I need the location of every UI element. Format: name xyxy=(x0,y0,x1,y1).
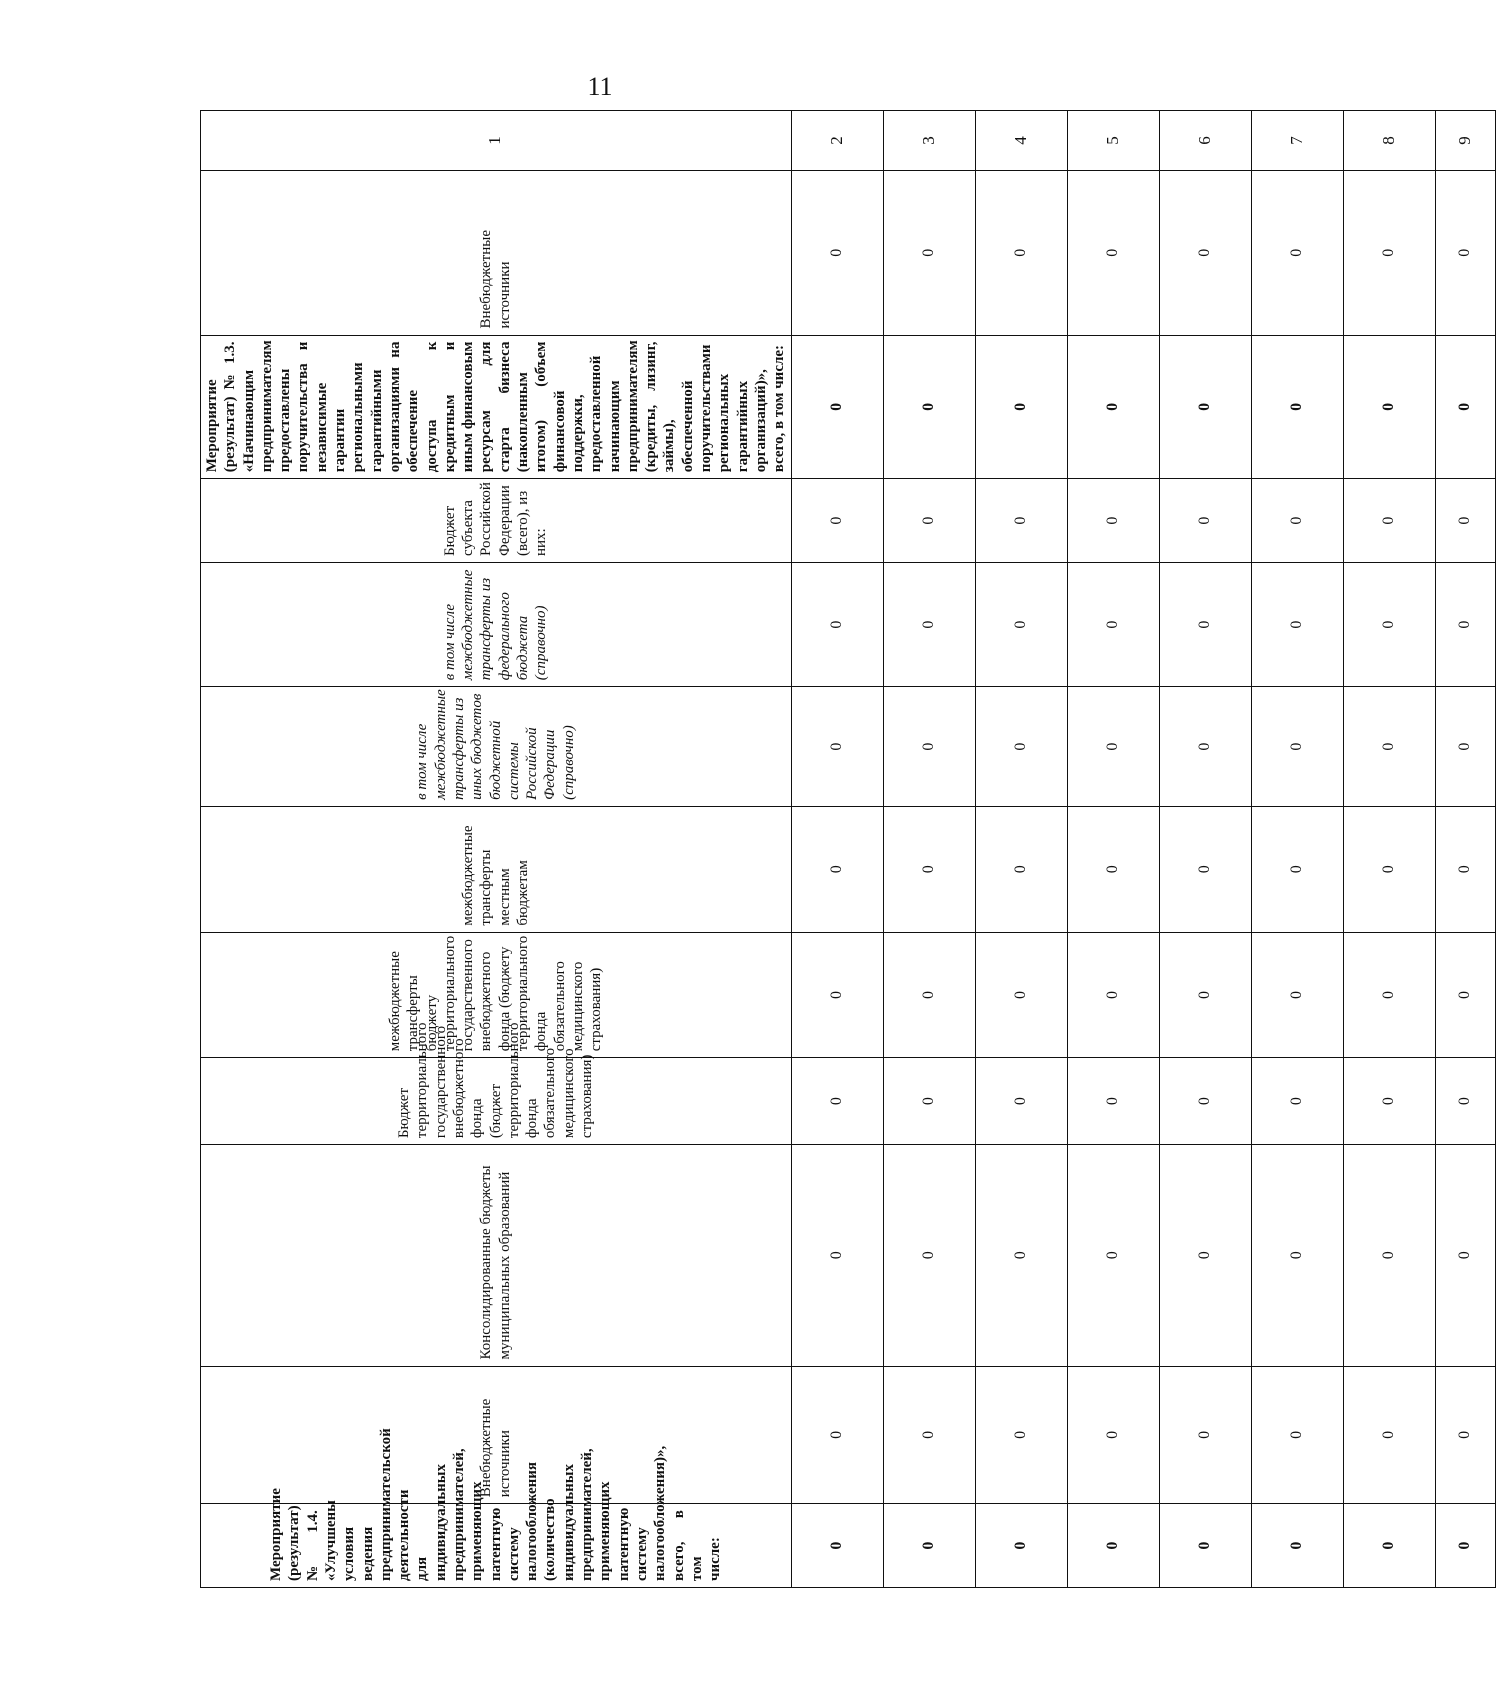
cell-value: 0 xyxy=(1067,1058,1159,1145)
cell-value: 0 xyxy=(975,563,1067,687)
cell-value: 0 xyxy=(1343,687,1435,807)
row-label: межбюджетные трансферты бюджету территориального государственного внебюджетного фонда (бюджету территориального фонда обязательного медицинского страхования) xyxy=(201,932,792,1058)
table-column-4 xyxy=(975,111,1067,1588)
row-label: в том числе межбюджетные трансферты из федерального бюджета (справочно) xyxy=(201,563,792,687)
cell-value: 0 xyxy=(975,932,1067,1058)
cell-value: 0 xyxy=(791,1366,883,1504)
cell-value: 0 xyxy=(1067,932,1159,1058)
cell-value: 0 xyxy=(1067,1504,1159,1588)
cell-value: 0 xyxy=(975,170,1067,335)
cell-value: 0 xyxy=(1435,335,1495,479)
table-column-1 xyxy=(201,111,792,1588)
column-header: 7 xyxy=(1251,111,1343,171)
column-header: 8 xyxy=(1343,111,1435,171)
cell-value: 0 xyxy=(1067,479,1159,563)
cell-value: 0 xyxy=(975,1504,1067,1588)
cell-value: 0 xyxy=(975,1145,1067,1366)
table-column-6 xyxy=(1159,111,1251,1588)
cell-value: 0 xyxy=(1343,479,1435,563)
row-label: Бюджет субъекта Российской Федерации (всего), из них: xyxy=(201,479,792,563)
cell-value: 0 xyxy=(1435,1366,1495,1504)
row-label: в том числе межбюджетные трансферты из иных бюджетов бюджетной системы Российской Федерации (справочно) xyxy=(201,687,792,807)
table-column-7 xyxy=(1251,111,1343,1588)
cell-value: 0 xyxy=(883,932,975,1058)
cell-value: 0 xyxy=(1159,806,1251,932)
cell-value: 0 xyxy=(1159,1058,1251,1145)
column-header: 4 xyxy=(975,111,1067,171)
column-header: 5 xyxy=(1067,111,1159,171)
cell-value: 0 xyxy=(1159,1504,1251,1588)
table-column-9 xyxy=(1435,111,1495,1588)
cell-value: 0 xyxy=(883,1145,975,1366)
column-header: 1 xyxy=(201,111,792,171)
cell-value: 0 xyxy=(1159,687,1251,807)
cell-value: 0 xyxy=(975,806,1067,932)
cell-value: 0 xyxy=(1251,1504,1343,1588)
cell-value: 0 xyxy=(1251,1366,1343,1504)
row-label: Бюджет территориального государственного внебюджетного фонда (бюджет территориального фонда обязательного медицинского страхования) xyxy=(201,1058,792,1145)
cell-value: 0 xyxy=(1343,806,1435,932)
cell-value: 0 xyxy=(1159,170,1251,335)
cell-value: 0 xyxy=(791,687,883,807)
cell-value: 0 xyxy=(1251,932,1343,1058)
cell-value: 0 xyxy=(791,563,883,687)
cell-value: 0 xyxy=(1435,687,1495,807)
cell-value: 0 xyxy=(1159,563,1251,687)
cell-value: 0 xyxy=(883,335,975,479)
cell-value: 0 xyxy=(1251,687,1343,807)
cell-value: 0 xyxy=(1067,687,1159,807)
row-label: Внебюджетные источники xyxy=(201,170,792,335)
row-label: Мероприятие (результат) № 1.4. «Улучшены условия ведения предпринимательской деятельности для индивидуальных предпринимателей, применяющих патентную систему налогообложения (количество индивидуальных предпринимателей, применяющих патентную систему налогообложения)», всего, в том числе: xyxy=(201,1504,792,1588)
cell-value: 0 xyxy=(1435,932,1495,1058)
column-header: 9 xyxy=(1435,111,1495,171)
cell-value: 0 xyxy=(1343,932,1435,1058)
cell-value: 0 xyxy=(1067,806,1159,932)
cell-value: 0 xyxy=(1435,170,1495,335)
row-label: Мероприятие (результат) № 1.3. «Начинающим предпринимателям предоставлены поручительства и независимые гарантии региональными гарантийными организациями на обеспечение доступа к кредитным и иным финансовым ресурсам для старта бизнеса (накопленным итогом) (объем финансовой поддержки, предоставленной начинающим предпринимателям (кредиты, лизинг, займы), обеспеченной поручительствами региональных гарантийных организаций)», всего, в том числе: xyxy=(201,335,792,479)
cell-value: 0 xyxy=(975,1366,1067,1504)
row-label: межбюджетные трансферты местным бюджетам xyxy=(201,806,792,932)
cell-value: 0 xyxy=(1343,170,1435,335)
table-column-5 xyxy=(1067,111,1159,1588)
cell-value: 0 xyxy=(1159,335,1251,479)
cell-value: 0 xyxy=(1067,1145,1159,1366)
cell-value: 0 xyxy=(1343,563,1435,687)
cell-value: 0 xyxy=(1343,1145,1435,1366)
rotated-table-container xyxy=(200,110,1474,1588)
financing-table xyxy=(200,110,1496,1588)
cell-value: 0 xyxy=(1159,1145,1251,1366)
cell-value: 0 xyxy=(791,479,883,563)
cell-value: 0 xyxy=(1251,479,1343,563)
cell-value: 0 xyxy=(883,1366,975,1504)
cell-value: 0 xyxy=(1159,479,1251,563)
cell-value: 0 xyxy=(791,1504,883,1588)
cell-value: 0 xyxy=(1251,335,1343,479)
cell-value: 0 xyxy=(975,335,1067,479)
page-number: 11 xyxy=(587,72,613,101)
table-column-8 xyxy=(1343,111,1435,1588)
table-column-3 xyxy=(883,111,975,1588)
cell-value: 0 xyxy=(1343,1504,1435,1588)
cell-value: 0 xyxy=(883,170,975,335)
cell-value: 0 xyxy=(1435,806,1495,932)
cell-value: 0 xyxy=(1251,806,1343,932)
cell-value: 0 xyxy=(1435,563,1495,687)
cell-value: 0 xyxy=(791,1058,883,1145)
cell-value: 0 xyxy=(975,687,1067,807)
cell-value: 0 xyxy=(1159,932,1251,1058)
cell-value: 0 xyxy=(1067,563,1159,687)
column-header: 6 xyxy=(1159,111,1251,171)
table-column-2 xyxy=(791,111,883,1588)
cell-value: 0 xyxy=(1435,1058,1495,1145)
cell-value: 0 xyxy=(883,1058,975,1145)
cell-value: 0 xyxy=(1251,1058,1343,1145)
cell-value: 0 xyxy=(975,479,1067,563)
cell-value: 0 xyxy=(883,479,975,563)
cell-value: 0 xyxy=(791,806,883,932)
cell-value: 0 xyxy=(1067,170,1159,335)
row-label: Внебюджетные источники xyxy=(201,1366,792,1504)
cell-value: 0 xyxy=(883,1504,975,1588)
cell-value: 0 xyxy=(1251,1145,1343,1366)
cell-value: 0 xyxy=(883,687,975,807)
cell-value: 0 xyxy=(1435,479,1495,563)
cell-value: 0 xyxy=(1067,1366,1159,1504)
cell-value: 0 xyxy=(975,1058,1067,1145)
cell-value: 0 xyxy=(883,563,975,687)
cell-value: 0 xyxy=(791,335,883,479)
column-header: 3 xyxy=(883,111,975,171)
cell-value: 0 xyxy=(883,806,975,932)
cell-value: 0 xyxy=(791,1145,883,1366)
row-label: Консолидированные бюджеты муниципальных образований xyxy=(201,1145,792,1366)
cell-value: 0 xyxy=(791,932,883,1058)
cell-value: 0 xyxy=(1343,1366,1435,1504)
cell-value: 0 xyxy=(791,170,883,335)
column-header: 2 xyxy=(791,111,883,171)
cell-value: 0 xyxy=(1435,1504,1495,1588)
cell-value: 0 xyxy=(1067,335,1159,479)
cell-value: 0 xyxy=(1251,170,1343,335)
cell-value: 0 xyxy=(1251,563,1343,687)
cell-value: 0 xyxy=(1159,1366,1251,1504)
cell-value: 0 xyxy=(1343,335,1435,479)
cell-value: 0 xyxy=(1343,1058,1435,1145)
cell-value: 0 xyxy=(1435,1145,1495,1366)
